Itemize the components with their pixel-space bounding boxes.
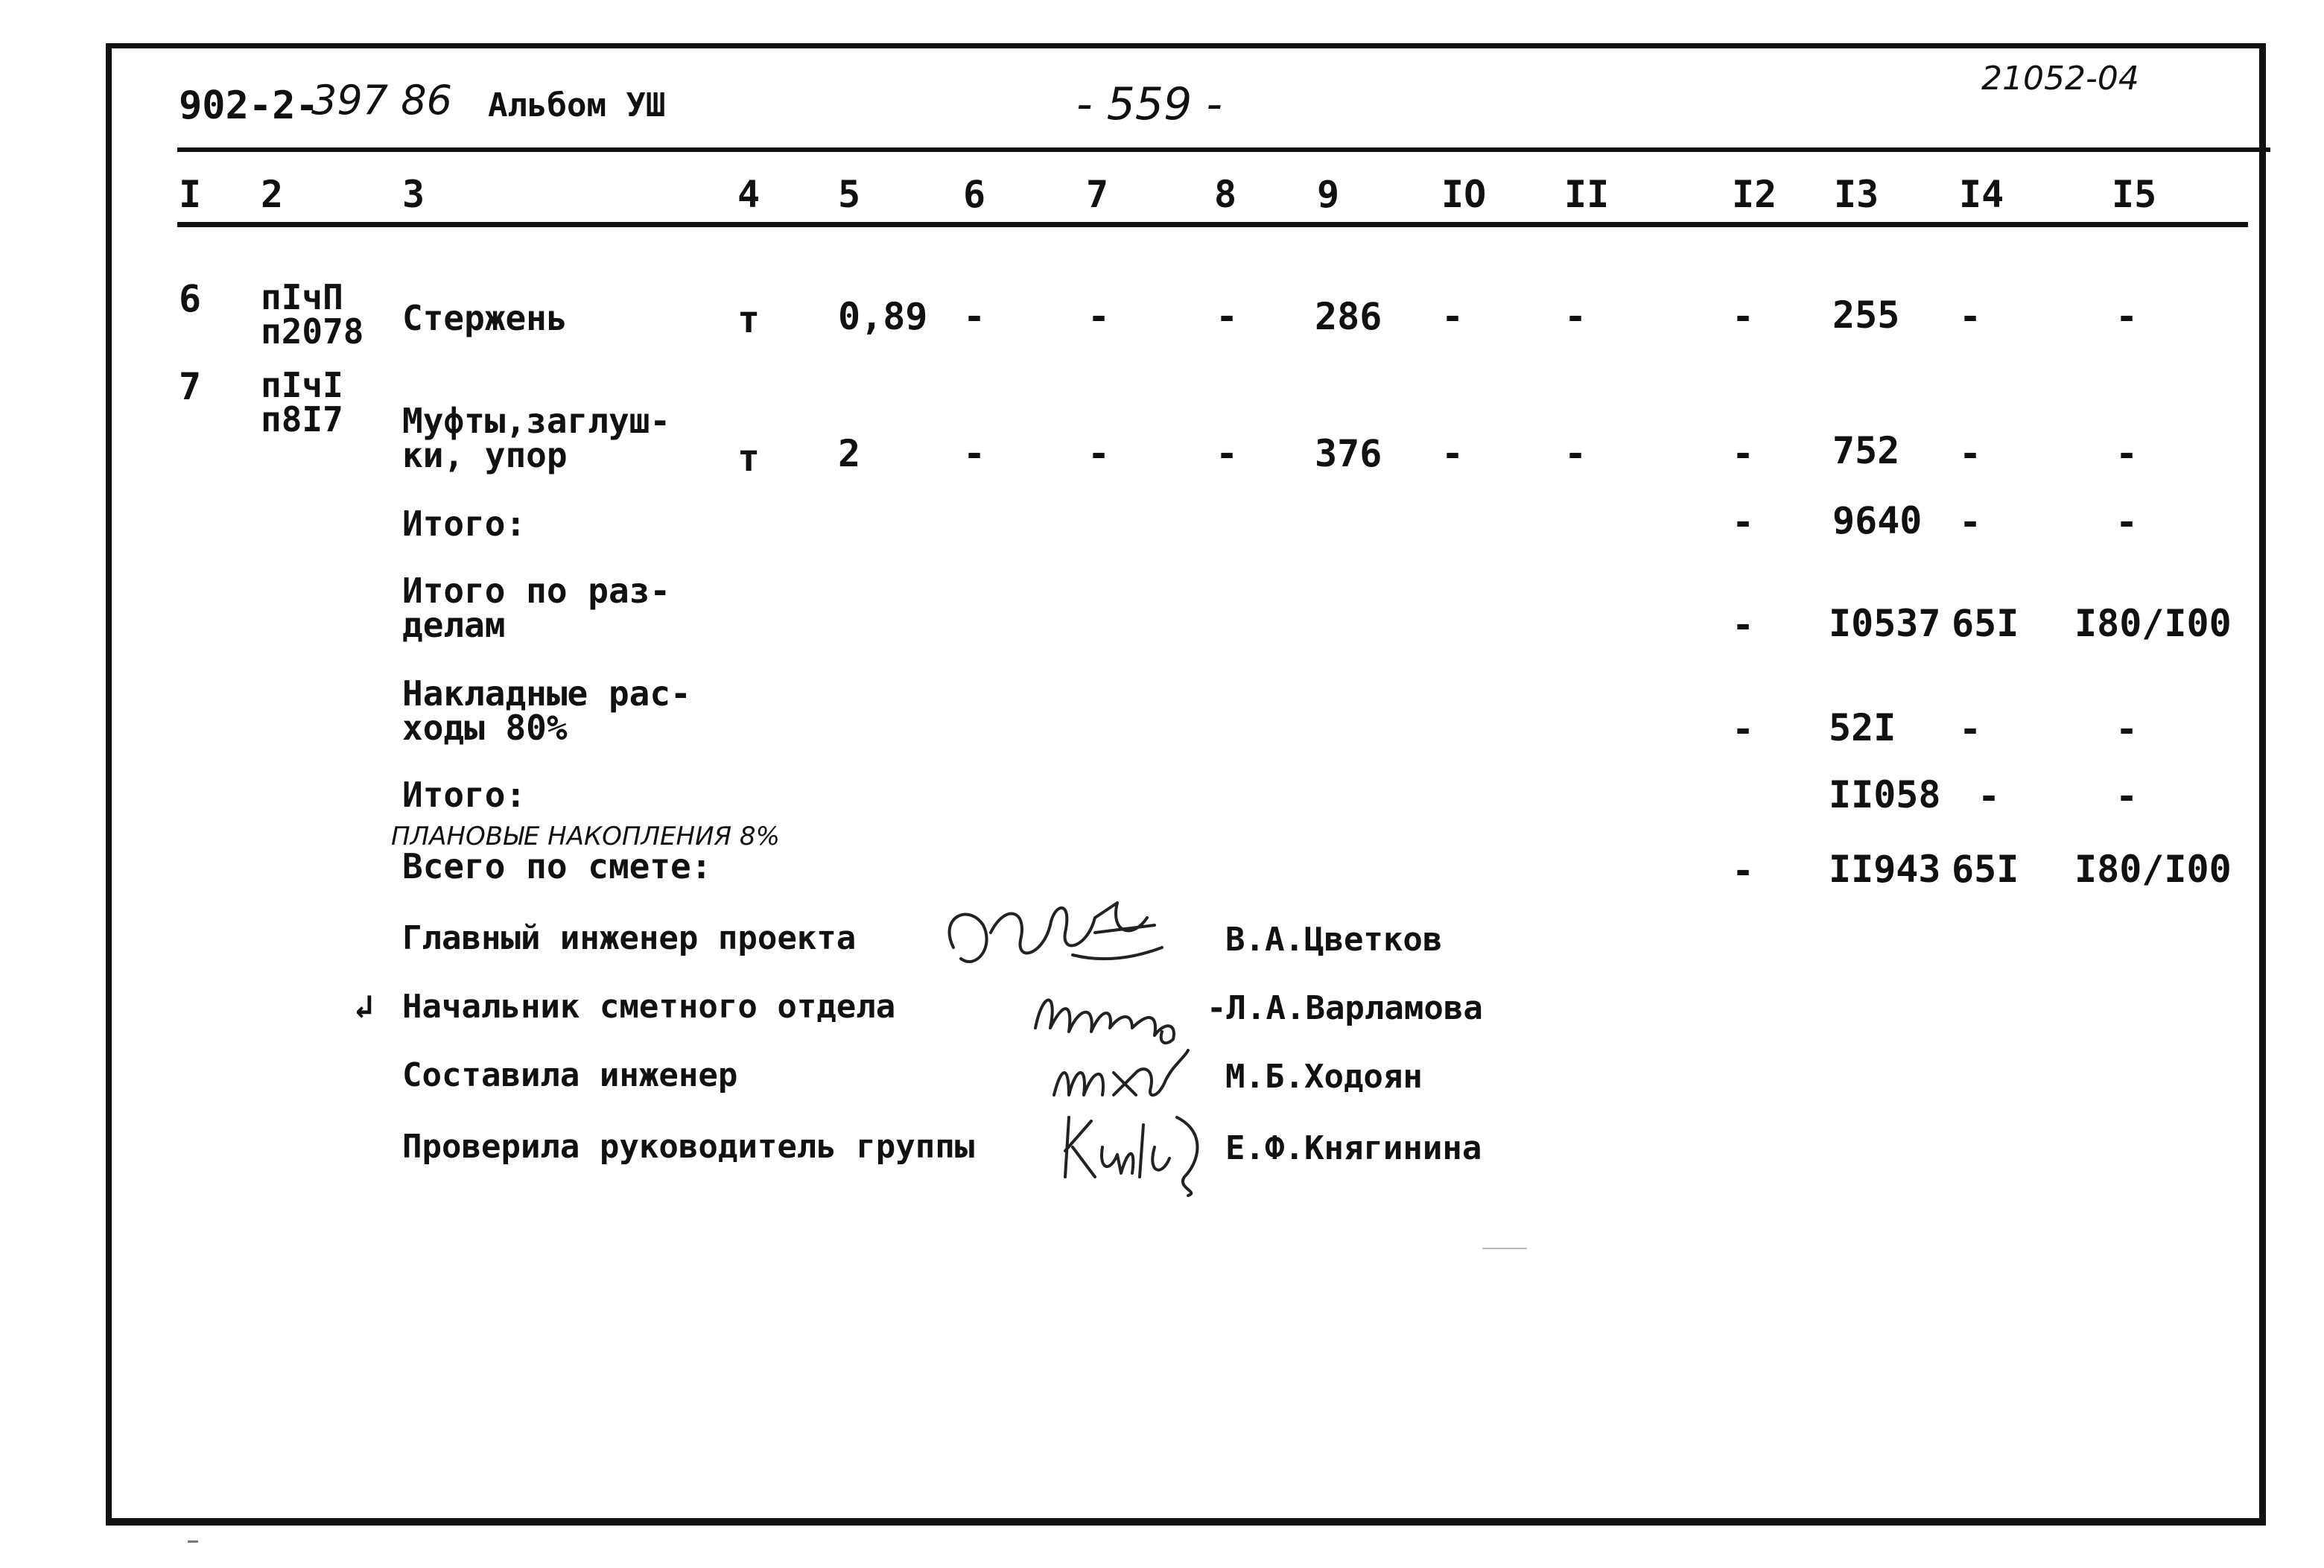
row-unit: т <box>737 298 761 341</box>
summary-label: Всего по смете: <box>402 846 712 886</box>
document-code: 21052-04 <box>1981 60 2139 98</box>
row-cell: - <box>1959 295 1982 338</box>
header-rule-bottom <box>177 222 2248 227</box>
row-code <box>261 365 343 439</box>
row-unit: т <box>737 437 761 480</box>
column-number: 9 <box>1317 173 1340 216</box>
summary-label: Итого: <box>402 504 527 544</box>
summary-cell: - <box>1959 501 1982 544</box>
page-number: - 559 - <box>1076 78 1222 130</box>
row-cell: - <box>1732 432 1755 475</box>
row-code-line: п8I7 <box>261 399 343 439</box>
signature-scribble <box>1047 1035 1196 1110</box>
album-label: Альбом УШ <box>488 86 666 124</box>
summary-label <box>402 571 671 645</box>
column-number: II <box>1564 173 1610 216</box>
summary-label-line: Итого по раз- <box>402 571 671 611</box>
summary-cell: II058 <box>1829 773 1941 816</box>
summary-label <box>402 673 691 748</box>
column-number: I <box>179 173 202 216</box>
summary-cell: 65I <box>1952 602 2019 645</box>
row-cell: - <box>1216 295 1239 338</box>
row-number: 7 <box>179 365 202 408</box>
row-code <box>261 277 364 352</box>
signature-role: Проверила руководитель группы <box>402 1128 975 1166</box>
row-name-line: Муфты,заглуш- <box>402 401 671 441</box>
row-cell: - <box>1564 432 1587 475</box>
column-number: 3 <box>402 173 425 216</box>
column-number: 7 <box>1086 173 1109 216</box>
row-name: Стержень <box>402 298 568 338</box>
row-number: 6 <box>179 277 202 320</box>
row-cell: - <box>963 295 986 338</box>
project-code-handwritten: 397 86 <box>311 77 452 124</box>
summary-cell: - <box>2115 708 2139 751</box>
column-number: IO <box>1441 173 1487 216</box>
summary-cell: I0537 <box>1829 602 1941 645</box>
signature-role: Составила инженер <box>402 1056 738 1094</box>
row-cell: - <box>1441 295 1464 338</box>
signature-scribble <box>1058 1102 1222 1199</box>
summary-cell: - <box>2115 501 2139 544</box>
row-quantity: 2 <box>838 432 861 475</box>
project-code: 902-2- <box>179 83 319 128</box>
summary-label-line: делам <box>402 605 506 645</box>
row-cell: 752 <box>1832 429 1900 472</box>
signature-name: В.А.Цветков <box>1225 921 1443 959</box>
check-mark: ↲ <box>354 988 374 1026</box>
column-number: 6 <box>963 173 986 216</box>
column-number: 8 <box>1214 173 1237 216</box>
summary-cell: - <box>1732 708 1755 751</box>
row-name <box>402 401 671 475</box>
row-cell: - <box>1088 432 1111 475</box>
column-number: I3 <box>1834 173 1879 216</box>
summary-cell: II943 <box>1829 848 1941 891</box>
summary-cell: - <box>1732 849 1755 892</box>
summary-cell: 52I <box>1829 706 1896 749</box>
summary-label: Итого: <box>402 775 527 815</box>
row-cell: 286 <box>1315 295 1382 338</box>
row-cell: - <box>1732 295 1755 338</box>
row-cell: - <box>1959 432 1982 475</box>
row-cell: - <box>963 432 986 475</box>
column-number: 5 <box>838 173 861 216</box>
header-rule-top <box>177 147 2270 152</box>
column-number: I2 <box>1732 173 1777 216</box>
row-cell: 255 <box>1832 293 1900 337</box>
signature-role: Главный инженер проекта <box>402 919 857 957</box>
row-cell: - <box>1441 432 1464 475</box>
summary-cell: - <box>2115 775 2139 818</box>
row-cell: - <box>2115 432 2139 475</box>
column-number: I4 <box>1959 173 2004 216</box>
summary-cell: 9640 <box>1832 499 1923 542</box>
summary-label-line: Накладные рас- <box>402 673 691 714</box>
row-cell: - <box>2115 295 2139 338</box>
summary-cell: - <box>1959 708 1982 751</box>
row-code-line: пIчП <box>261 277 343 317</box>
row-quantity: 0,89 <box>838 295 928 338</box>
row-code-line: пIчI <box>261 365 343 405</box>
column-number: 2 <box>261 173 284 216</box>
summary-cell: 65I <box>1952 848 2019 891</box>
signature-name: Е.Ф.Княгинина <box>1225 1129 1482 1167</box>
row-code-line: п2078 <box>261 311 364 352</box>
summary-cell: - <box>1732 603 1755 647</box>
stray-mark <box>1482 1248 1527 1249</box>
row-cell: - <box>1088 295 1111 338</box>
row-cell: - <box>1564 295 1587 338</box>
row-cell: - <box>1216 432 1239 475</box>
summary-cell: I80/I00 <box>2074 848 2232 891</box>
summary-cell: - <box>1978 775 2001 818</box>
column-number: I5 <box>2112 173 2157 216</box>
row-name-line: ки, упор <box>402 435 568 475</box>
column-number: 4 <box>737 173 761 216</box>
signature-name: М.Б.Ходоян <box>1225 1058 1423 1096</box>
signature-name: -Л.А.Варламова <box>1207 989 1483 1027</box>
summary-cell: I80/I00 <box>2074 602 2232 645</box>
signature-role: Начальник сметного отдела <box>402 988 896 1026</box>
handwritten-note: ПЛАНОВЫЕ НАКОПЛЕНИЯ 8% <box>391 822 780 851</box>
summary-label-line: ходы 80% <box>402 708 568 748</box>
row-cell: 376 <box>1315 432 1382 475</box>
stray-mark <box>188 1540 198 1543</box>
summary-cell: - <box>1732 501 1755 544</box>
